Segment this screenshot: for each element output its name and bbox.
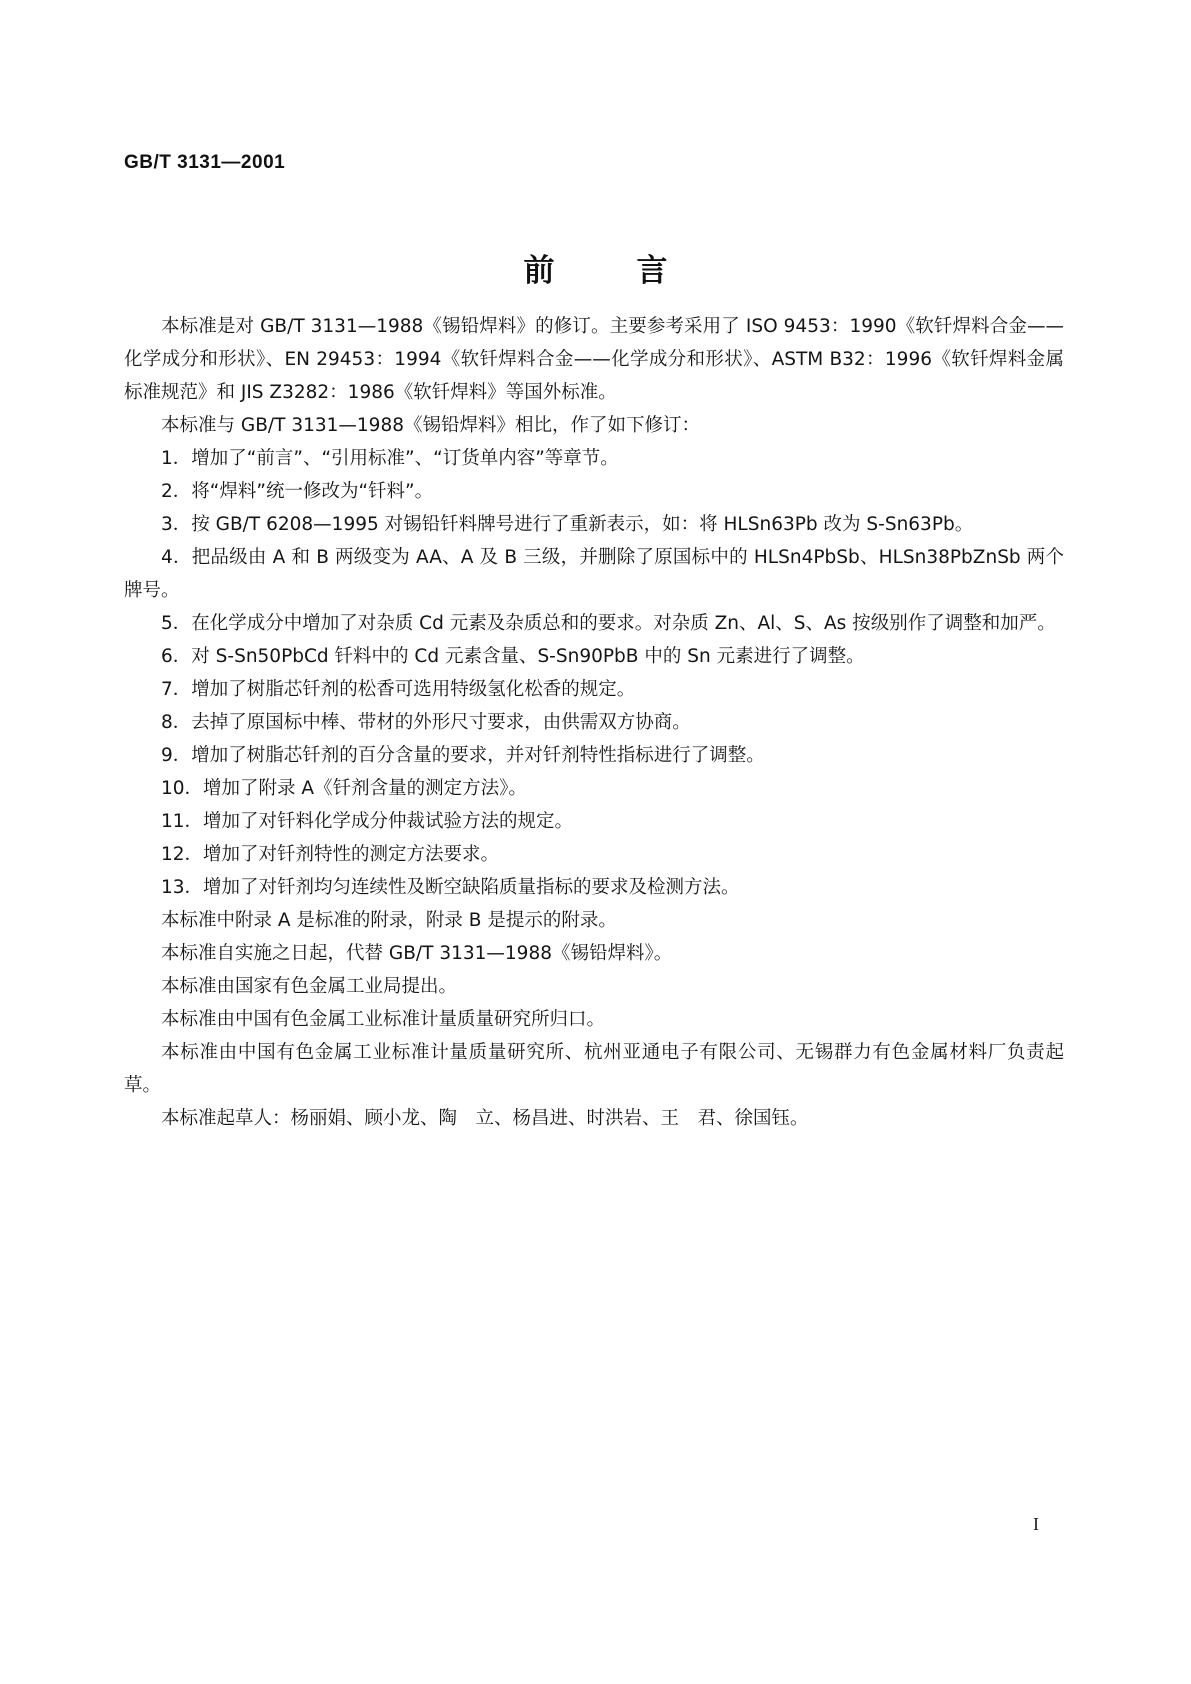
paragraph-drafters: 本标准起草人：杨丽娟、顾小龙、陶 立、杨昌进、时洪岩、王 君、徐国钰。 xyxy=(161,1108,809,1129)
paragraph-administrator: 本标准由中国有色金属工业标准计量质量研究所归口。 xyxy=(161,1009,606,1030)
page-title: 前言 xyxy=(523,253,750,289)
paragraph-intro: 本标准是对 GB/T 3131—1988《锡铅焊料》的修订。主要参考采用了 ISO 9453：1990《软钎焊料合金——化学成分和形状》、EN 29453：1994《软钎焊料合金——化学成分和形状》、ASTM B32：1996《软钎焊料金属标准规范》和 JIS Z3282：1986《软钎焊料》等国外标准。 xyxy=(124,316,1064,403)
revision-item-8: 8．去掉了原国标中棒、带材的外形尺寸要求，由供需双方协商。 xyxy=(161,712,691,733)
page-number: I xyxy=(1033,1514,1039,1534)
paragraph-revision-summary: 本标准与 GB/T 3131—1988《锡铅焊料》相比，作了如下修订： xyxy=(161,415,700,436)
revision-item-7: 7．增加了树脂芯钎剂的松香可选用特级氢化松香的规定。 xyxy=(161,679,636,700)
revision-item-13: 13．增加了对钎剂均匀连续性及断空缺陷质量指标的要求及检测方法。 xyxy=(161,877,740,898)
revision-item-12: 12．增加了对钎剂特性的测定方法要求。 xyxy=(161,844,500,865)
revision-item-11: 11．增加了对钎料化学成分仲裁试验方法的规定。 xyxy=(161,811,574,832)
paragraph-annex-note: 本标准中附录 A 是标准的附录，附录 B 是提示的附录。 xyxy=(161,910,617,931)
revision-item-1: 1．增加了“前言”、“引用标准”、“订货单内容”等章节。 xyxy=(161,448,619,469)
foreword-body xyxy=(124,310,1064,1135)
revision-item-9: 9．增加了树脂芯钎剂的百分含量的要求，并对钎剂特性指标进行了调整。 xyxy=(161,745,765,766)
revision-item-3: 3．按 GB/T 6208—1995 对锡铅钎料牌号进行了重新表示，如：将 HLSn63Pb 改为 S-Sn63Pb。 xyxy=(161,514,974,535)
revision-item-10: 10．增加了附录 A《钎剂含量的测定方法》。 xyxy=(161,778,527,799)
revision-item-6: 6．对 S-Sn50PbCd 钎料中的 Cd 元素含量、S-Sn90PbB 中的 Sn 元素进行了调整。 xyxy=(161,646,865,667)
paragraph-drafting-units: 本标准由中国有色金属工业标准计量质量研究所、杭州亚通电子有限公司、无锡群力有色金属材料厂负责起草。 xyxy=(124,1042,1064,1096)
revision-item-4: 4．把品级由 A 和 B 两级变为 AA、A 及 B 三级，并删除了原国标中的 HLSn4PbSb、HLSn38PbZnSb 两个牌号。 xyxy=(124,547,1064,601)
paragraph-proposer: 本标准由国家有色金属工业局提出。 xyxy=(161,976,458,997)
revision-item-5: 5．在化学成分中增加了对杂质 Cd 元素及杂质总和的要求。对杂质 Zn、Al、S、As 按级别作了调整和加严。 xyxy=(161,613,1056,634)
revision-item-2: 2．将“焊料”统一修改为“钎料”。 xyxy=(161,481,434,502)
standard-code-header: GB/T 3131—2001 xyxy=(124,152,286,173)
paragraph-replacement: 本标准自实施之日起，代替 GB/T 3131—1988《锡铅焊料》。 xyxy=(161,943,673,964)
